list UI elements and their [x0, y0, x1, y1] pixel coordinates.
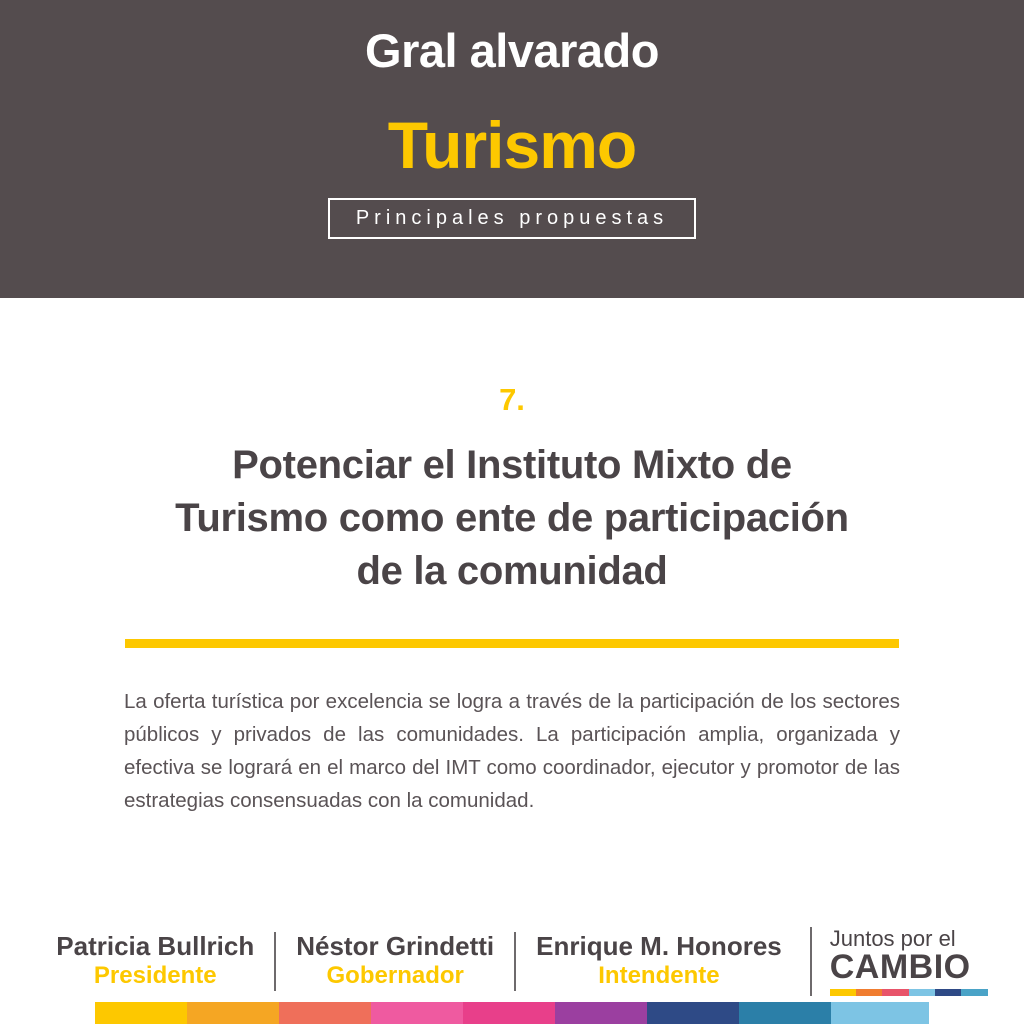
color-strip-segment — [647, 1002, 739, 1024]
candidate-name: Patricia Bullrich — [56, 930, 255, 961]
candidate-1 — [36, 932, 274, 991]
candidate-name: Enrique M. Honores — [536, 930, 782, 961]
subtitle-text: Principales propuestas — [355, 207, 669, 230]
color-strip-segment — [279, 1002, 371, 1024]
subtitle-box — [328, 198, 696, 239]
brand-line-2: CAMBIO — [829, 948, 971, 986]
poster-content — [0, 298, 1024, 1024]
brand-bar — [961, 989, 987, 996]
color-strip-segment — [0, 1002, 95, 1024]
poster-header — [0, 0, 1024, 298]
brand-bar — [882, 989, 908, 996]
bottom-color-strip — [0, 1002, 1024, 1024]
color-strip-segment — [831, 1002, 929, 1024]
brand-bar — [909, 989, 935, 996]
brand-bar — [856, 989, 882, 996]
proposal-title: Potenciar el Instituto Mixto de Turismo como ente de participación de la comunidad — [175, 443, 849, 594]
brand-logo — [810, 927, 988, 996]
color-strip-segment — [463, 1002, 555, 1024]
color-strip-segment — [187, 1002, 279, 1024]
brand-color-bars — [830, 989, 988, 996]
color-strip-segment — [371, 1002, 463, 1024]
color-strip-segment — [95, 1002, 187, 1024]
color-strip-segment — [929, 1002, 1024, 1024]
candidate-3 — [514, 932, 802, 991]
candidate-role: Presidente — [93, 962, 217, 990]
municipality-title: Gral alvarado — [365, 24, 659, 77]
proposal-body: La oferta turística por excelencia se logra a través de la participación de los sectores públicos y privados de las comunidades. La participación amplia, organizada y efectiva se logrará en el marco del IMT como coordinador, ejecutor y promotor de las estrategias consensuadas con la comunidad. — [124, 689, 900, 813]
color-strip-segment — [739, 1002, 831, 1024]
brand-bar — [830, 989, 856, 996]
candidate-role: Gobernador — [326, 962, 464, 990]
candidate-name: Néstor Grindetti — [296, 930, 495, 961]
candidate-2 — [274, 932, 514, 991]
proposal-number: 7. — [499, 382, 525, 417]
footer — [0, 927, 1024, 996]
brand-line-1: Juntos por el — [829, 925, 956, 951]
color-strip-segment — [555, 1002, 647, 1024]
brand-bar — [935, 989, 961, 996]
candidate-role: Intendente — [598, 962, 720, 990]
topic-title: Turismo — [387, 108, 637, 183]
yellow-divider — [125, 639, 899, 648]
